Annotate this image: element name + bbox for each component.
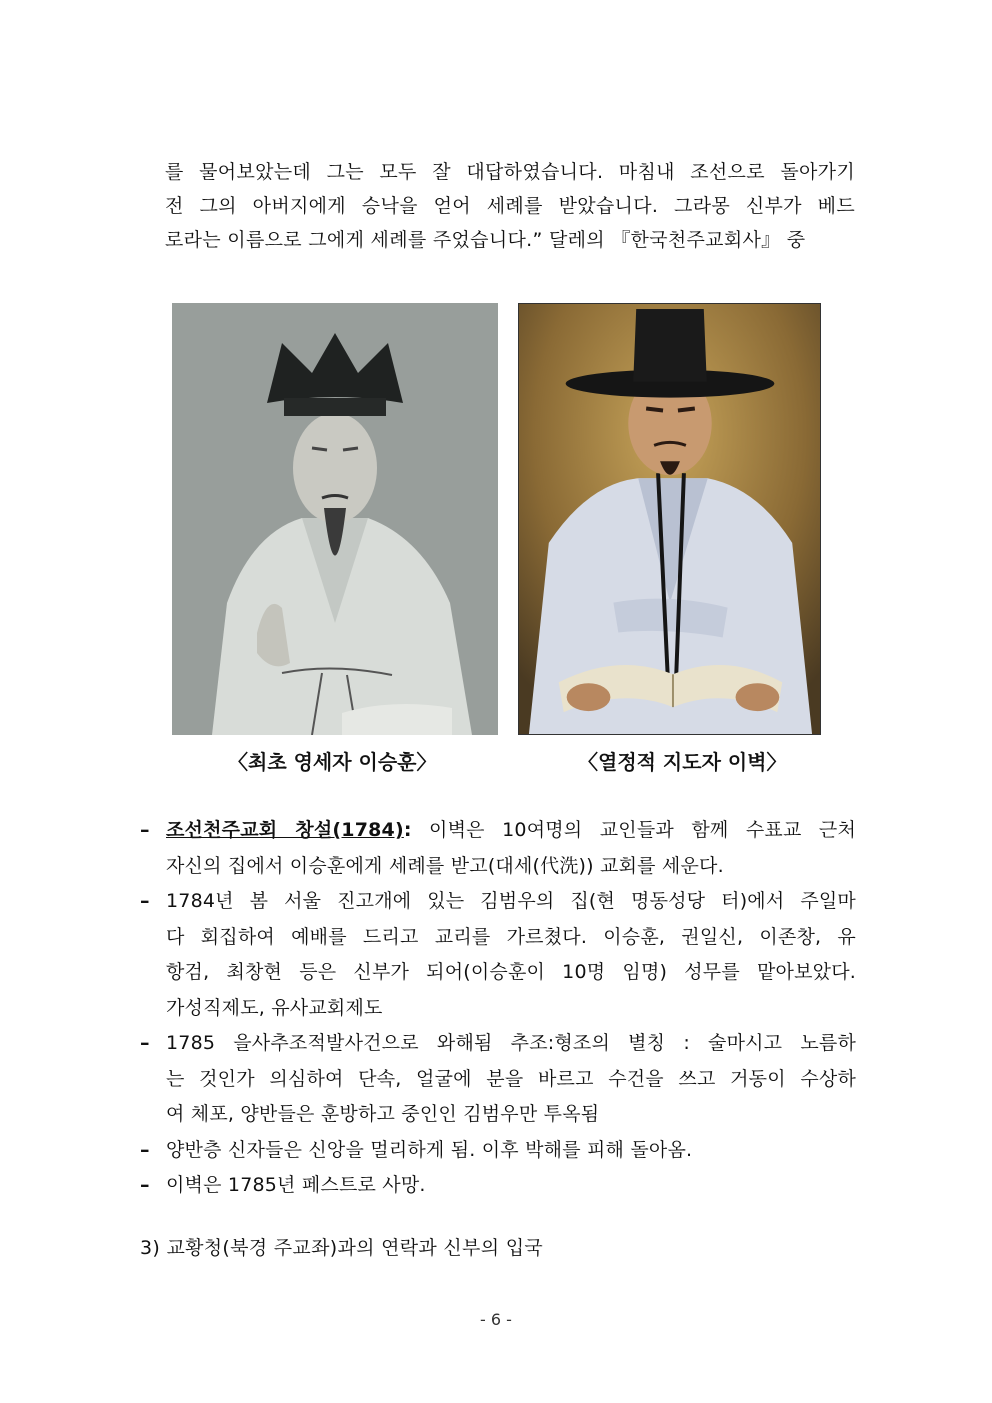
- bullet-heading: 조선천주교회 창설(1784): [166, 819, 404, 841]
- portrait-yi-seunghun: [172, 303, 498, 735]
- bullet-list: [140, 813, 856, 1204]
- bullet-line: 이벽은 1785년 페스트로 사망.: [166, 1174, 426, 1196]
- bullet-heading-colon: :: [403, 819, 412, 841]
- bullet-line-text: 이벽은 10여명의 교인들과 함께 수표교 근처: [411, 819, 857, 841]
- portrait-yi-seunghun-image: [172, 303, 498, 735]
- list-item: [140, 813, 856, 884]
- caption-yi-seunghun: 〈최초 영세자 이승훈〉: [228, 750, 437, 774]
- portrait-yi-byeok: [518, 303, 821, 735]
- bullet-dash: –: [140, 819, 150, 841]
- list-item: [140, 1133, 856, 1169]
- intro-paragraph: [165, 155, 855, 257]
- bullet-line: 항검, 최창현 등은 신부가 되어(이승훈이 10명 임명) 성무를 맡아보았다.: [166, 961, 856, 983]
- bullet-line: 1785 을사추조적발사건으로 와해됨 추조:형조의 별칭 : 술마시고 노름하: [166, 1032, 856, 1054]
- bullet-line: 1784년 봄 서울 진고개에 있는 김범우의 집(현 명동성당 터)에서 주일마: [166, 890, 856, 912]
- bullet-dash: –: [140, 1174, 150, 1196]
- portrait-yi-byeok-image: [519, 304, 820, 734]
- intro-line: 전 그의 아버지에게 승낙을 얻어 세례를 받았습니다. 그라몽 신부가 베드: [165, 195, 855, 217]
- section-heading: 3) 교황청(북경 주교좌)과의 연락과 신부의 입국: [140, 1237, 543, 1259]
- bullet-line: 다 회집하여 예배를 드리고 교리를 가르쳤다. 이승훈, 권일신, 이존창, 유: [166, 925, 856, 948]
- bullet-line: 양반층 신자들은 신앙을 멀리하게 됨. 이후 박해를 피해 돌아옴.: [166, 1138, 693, 1161]
- list-item: [140, 884, 856, 1026]
- bullet-line: [166, 813, 856, 849]
- bullet-dash: –: [140, 1032, 150, 1054]
- bullet-dash: –: [140, 890, 150, 912]
- page-number: - 6 -: [480, 1310, 512, 1329]
- bullet-line: 는 것인가 의심하여 단속, 얼굴에 분을 바르고 수건을 쓰고 거동이 수상하: [166, 1067, 856, 1090]
- intro-line: 를 물어보았는데 그는 모두 잘 대답하였습니다. 마침내 조선으로 돌아가기: [165, 161, 855, 183]
- bullet-line: 가성직제도, 유사교회제도: [166, 996, 383, 1019]
- bullet-line: 자신의 집에서 이승훈에게 세례를 받고(대세(代洗)) 교회를 세운다.: [166, 854, 724, 877]
- list-item: [140, 1026, 856, 1133]
- caption-yi-byeok: 〈열정적 지도자 이벽〉: [578, 750, 787, 774]
- list-item: [140, 1168, 856, 1204]
- bullet-line: 여 체포, 양반들은 훈방하고 중인인 김범우만 투옥됨: [166, 1103, 600, 1125]
- intro-line: 로라는 이름으로 그에게 세례를 주었습니다.” 달레의 『한국천주교회사』 중: [165, 229, 806, 251]
- bullet-dash: –: [140, 1138, 150, 1161]
